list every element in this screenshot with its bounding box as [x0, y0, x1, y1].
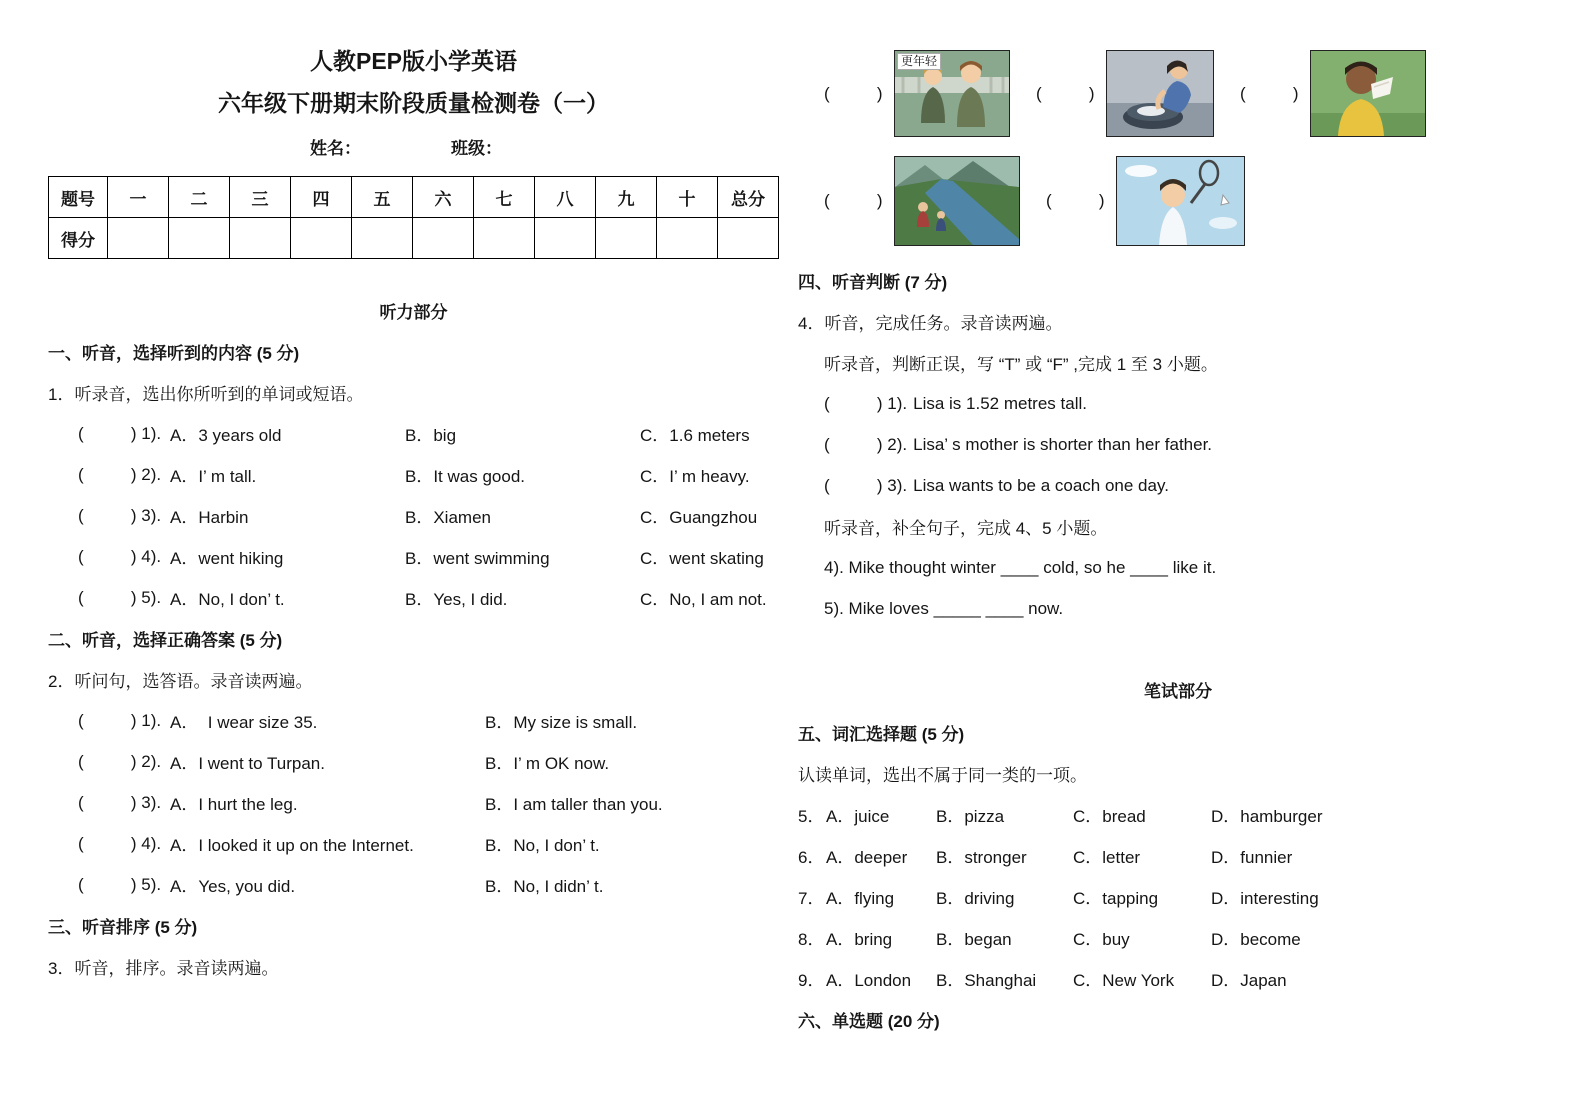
- option-b: B．I am taller than you.: [485, 795, 663, 814]
- option-b: B．No, I didn’ t.: [485, 877, 604, 896]
- score-header-cell: 八: [535, 177, 596, 218]
- score-table: [48, 176, 779, 259]
- listening1-question-2: [48, 454, 779, 495]
- left-column: [48, 40, 779, 987]
- option-a: A．I went to Turpan.: [170, 754, 325, 773]
- listening1-question-5: [48, 577, 779, 618]
- question-number: 8．: [798, 930, 825, 949]
- younger-label: 更年轻: [897, 53, 941, 70]
- name-label: 姓名：: [310, 138, 361, 158]
- score-header-cell: 五: [352, 177, 413, 218]
- option-a: A．deeper: [826, 848, 908, 867]
- picture-boy-washing-clothes: [1106, 50, 1214, 137]
- option-a: A．London: [826, 971, 912, 990]
- score-blank-cell: [352, 218, 413, 259]
- option-c: C．I’ m heavy.: [640, 467, 750, 486]
- option-a: A．No, I don’ t.: [170, 590, 285, 609]
- answer-bracket: ( ) 3).: [824, 475, 908, 495]
- score-header-cell: 题号: [49, 177, 108, 218]
- answer-bracket: ( ) 2).: [78, 464, 162, 484]
- score-blank-cell: [108, 218, 169, 259]
- section4-tf-note: 听录音，判断正误，写 “T” 或 “F” ,完成 1 至 3 小题。: [824, 355, 1218, 374]
- listening1-question-3: [48, 495, 779, 536]
- option-a: A．I’ m tall.: [170, 467, 257, 486]
- score-blank-cell: [291, 218, 352, 259]
- option-c: C．bread: [1073, 807, 1146, 826]
- option-d: D．become: [1211, 930, 1301, 949]
- option-c: C．tapping: [1073, 889, 1159, 908]
- paper-title: 人教PEP版小学英语: [309, 48, 518, 74]
- answer-bracket: ( ) 5).: [78, 587, 162, 607]
- option-d: D．interesting: [1211, 889, 1319, 908]
- section1-instruction: 1．听录音，选出你所听到的单词或短语。: [48, 385, 364, 404]
- answer-bracket: ( ): [824, 191, 883, 210]
- tf-statement: Lisa wants to be a coach one day.: [913, 475, 1169, 495]
- score-header-cell: 总分: [718, 177, 779, 218]
- section4-fill-note: 听录音，补全句子，完成 4、5 小题。: [824, 519, 1108, 538]
- option-b: B．No, I don’ t.: [485, 836, 600, 855]
- option-c: C．went skating: [640, 549, 764, 568]
- option-b: B．went swimming: [405, 549, 550, 568]
- answer-bracket: ( ): [824, 83, 883, 103]
- score-blank-cell: [596, 218, 657, 259]
- option-d: D．funnier: [1211, 848, 1293, 867]
- listening-part-title: 听力部分: [379, 303, 448, 322]
- listening2-question-2: [48, 741, 779, 782]
- tf-question-1: [798, 383, 1558, 424]
- question-number: 9．: [798, 971, 825, 990]
- score-header-cell: 七: [474, 177, 535, 218]
- picture-family-hiking-by-river: [894, 156, 1020, 246]
- fill-question-4: 4). Mike thought winter ____ cold, so he ____ like it.: [824, 557, 1217, 577]
- option-b: B．My size is small.: [485, 713, 638, 732]
- listening2-question-5: [48, 864, 779, 905]
- option-a: A．flying: [826, 889, 895, 908]
- option-a: A．bring: [826, 930, 893, 949]
- score-header-cell: 一: [108, 177, 169, 218]
- option-b: B．pizza: [936, 807, 1005, 826]
- picture-boy-playing-badminton: [1116, 156, 1245, 246]
- score-header-cell: 三: [230, 177, 291, 218]
- score-blank-cell: [413, 218, 474, 259]
- score-blank-cell: [535, 218, 596, 259]
- score-blank-cell: [230, 218, 291, 259]
- answer-bracket: ( ) 1).: [824, 393, 908, 413]
- answer-bracket: ( ): [1240, 83, 1299, 103]
- tf-question-2: [798, 424, 1558, 465]
- answer-bracket: ( ) 2).: [78, 751, 162, 771]
- question-number: 7．: [798, 889, 825, 908]
- score-header-cell: 二: [169, 177, 230, 218]
- section2-instruction: 2．听问句，选答语。录音读两遍。: [48, 672, 313, 691]
- option-a: A．juice: [826, 807, 890, 826]
- section5-instruction: 认读单词，选出不属于同一类的一项。: [798, 766, 1087, 785]
- question-number: 6．: [798, 848, 825, 867]
- vocab-question-6: [798, 835, 1558, 876]
- section1-heading: 一、听音，选择听到的内容 (5 分): [48, 344, 300, 363]
- answer-bracket: ( ) 3).: [78, 505, 162, 525]
- score-blank-cell: [474, 218, 535, 259]
- paper-subtitle: 六年级下册期末阶段质量检测卷（一）: [218, 90, 609, 116]
- option-b: B．Yes, I did.: [405, 590, 508, 609]
- score-header-cell: 四: [291, 177, 352, 218]
- picture-row-2: [798, 156, 1558, 246]
- option-a: A．3 years old: [170, 426, 282, 445]
- option-c: C．buy: [1073, 930, 1130, 949]
- option-b: B．stronger: [936, 848, 1027, 867]
- answer-bracket: ( ) 3).: [78, 792, 162, 812]
- vocab-question-7: [798, 876, 1558, 917]
- tf-statement: Lisa’ s mother is shorter than her father.: [913, 434, 1213, 454]
- vocab-question-5: [798, 794, 1558, 835]
- option-b: B．driving: [936, 889, 1015, 908]
- section6-heading: 六、单选题 (20 分): [798, 1012, 940, 1031]
- section3-heading: 三、听音排序 (5 分): [48, 918, 198, 937]
- picture-boy-blowing-nose: [1310, 50, 1426, 137]
- score-blank-cell: [169, 218, 230, 259]
- picture-row-1: [798, 50, 1558, 137]
- tf-question-3: [798, 465, 1558, 506]
- question-number: 5．: [798, 807, 825, 826]
- listening1-question-4: [48, 536, 779, 577]
- score-header-cell: 九: [596, 177, 657, 218]
- score-table-score-row: [49, 218, 779, 259]
- option-a: A．Yes, you did.: [170, 877, 296, 896]
- option-c: C．letter: [1073, 848, 1141, 867]
- option-d: D．hamburger: [1211, 807, 1323, 826]
- listening2-question-4: [48, 823, 779, 864]
- score-blank-cell: [718, 218, 779, 259]
- section4-heading: 四、听音判断 (7 分): [798, 273, 948, 292]
- option-b: B．Shanghai: [936, 971, 1037, 990]
- section5-heading: 五、词汇选择题 (5 分): [798, 725, 965, 744]
- option-b: B．I’ m OK now.: [485, 754, 610, 773]
- option-a: A．I looked it up on the Internet.: [170, 836, 414, 855]
- option-a: A．went hiking: [170, 549, 284, 568]
- section2-heading: 二、听音，选择正确答案 (5 分): [48, 631, 283, 650]
- score-label-cell: 得分: [49, 218, 108, 259]
- option-b: B．began: [936, 930, 1012, 949]
- option-b: B．big: [405, 426, 457, 445]
- score-header-cell: 十: [657, 177, 718, 218]
- listening1-question-1: [48, 413, 779, 454]
- answer-bracket: ( ) 1).: [78, 710, 162, 730]
- answer-bracket: ( ) 4).: [78, 546, 162, 566]
- listening2-question-3: [48, 782, 779, 823]
- answer-bracket: ( ) 4).: [78, 833, 162, 853]
- answer-bracket: ( ) 2).: [824, 434, 908, 454]
- name-class-line: [48, 124, 779, 168]
- tf-statement: Lisa is 1.52 metres tall.: [913, 393, 1087, 413]
- vocab-question-9: [798, 958, 1558, 999]
- option-a: A．I hurt the leg.: [170, 795, 298, 814]
- right-column: [798, 50, 1558, 1040]
- section4-instruction: 4．听音，完成任务。录音读两遍。: [798, 314, 1063, 333]
- option-d: D．Japan: [1211, 971, 1287, 990]
- answer-bracket: ( ): [1046, 191, 1105, 210]
- option-c: C．1.6 meters: [640, 426, 750, 445]
- option-c: C．Guangzhou: [640, 508, 758, 527]
- option-b: B．Xiamen: [405, 508, 491, 527]
- class-label: 班级：: [451, 138, 502, 158]
- answer-bracket: ( ): [1036, 83, 1095, 103]
- picture-two-women-talking: [894, 50, 1010, 137]
- option-c: C．New York: [1073, 971, 1175, 990]
- option-b: B．It was good.: [405, 467, 526, 486]
- score-table-header-row: [49, 177, 779, 218]
- option-c: C．No, I am not.: [640, 590, 767, 609]
- option-a: A． I wear size 35.: [170, 713, 318, 732]
- written-part-title: 笔试部分: [1144, 682, 1212, 701]
- fill-question-5: 5). Mike loves _____ ____ now.: [824, 598, 1064, 618]
- score-header-cell: 六: [413, 177, 474, 218]
- answer-bracket: ( ) 1).: [78, 423, 162, 443]
- listening2-question-1: [48, 700, 779, 741]
- section3-instruction: 3．听音，排序。录音读两遍。: [48, 959, 279, 978]
- option-a: A．Harbin: [170, 508, 249, 527]
- vocab-question-8: [798, 917, 1558, 958]
- answer-bracket: ( ) 5).: [78, 874, 162, 894]
- score-blank-cell: [657, 218, 718, 259]
